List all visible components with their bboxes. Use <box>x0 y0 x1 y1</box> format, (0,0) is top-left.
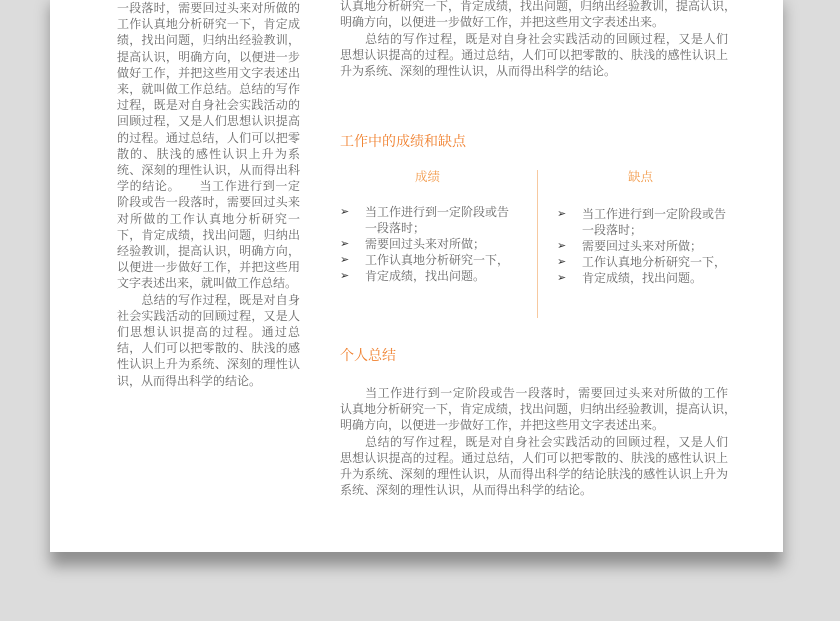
list-item: 工作认真地分析研究一下， <box>365 253 510 267</box>
section-title-personal-summary: 个人总结 <box>340 348 396 364</box>
text-line: 绩，找出问题，归纳出经验教训， <box>117 33 300 48</box>
text-line: 升为系统、深刻的理性认识，从而得出科学的结论肤浅的感性认识上升为 <box>340 467 728 481</box>
list-item: 工作认真地分析研究一下， <box>582 255 727 269</box>
list-item: 肯定成绩，找出问题。 <box>582 271 703 285</box>
text-line: 总结的写作过程，既是对自身社会实践活动的回顾过程，又是人们 <box>340 31 728 46</box>
list-item: 当工作进行到一定阶段或告 一段落时； <box>582 207 727 237</box>
text-line: 总结的写作过程，既是对自身 <box>117 292 300 307</box>
bullet-arrow-icon: ➢ <box>557 239 567 252</box>
text-line: 认真地分析研究一下，肯定成绩，找出问题，归纳出经验教训，提高认识， <box>340 402 737 417</box>
shortcomings-heading: 缺点 <box>628 169 654 184</box>
list-item: 肯定成绩，找出问题。 <box>365 269 486 283</box>
text-line: 明确方向，以便进一步做好工作，并把这些用文字表述出来。 <box>340 15 665 30</box>
text-line: 散的、肤浅的感性认识上升为系 <box>117 146 300 161</box>
text-line: 思想认识提高的过程。通过总结，人们可以把零散的、肤浅的感性认识上 <box>340 450 728 465</box>
text-line: 阶段或告一段落时，需要回过头来 <box>117 195 300 210</box>
bullet-arrow-icon: ➢ <box>340 205 350 218</box>
bullet-arrow-icon: ➢ <box>557 255 567 268</box>
text-line: 下，肯定成绩，找出问题，归纳出 <box>117 227 300 242</box>
bullet-arrow-icon: ➢ <box>340 269 350 282</box>
text-line: 经验教训，提高认识，明确方向， <box>117 244 300 258</box>
text-line: 结，人们可以把零散的、肤浅的感 <box>117 341 300 356</box>
achievements-heading: 成绩 <box>415 169 441 184</box>
text-line: 认真地分析研究一下，肯定成绩，找出问题，归纳出经验教训，提高认识， <box>340 0 737 13</box>
list-item: 需要回过头来对所做； <box>365 237 486 251</box>
text-line: 系统、深刻的理性认识，从而得出科学的结论。 <box>340 483 593 498</box>
bullet-arrow-icon: ➢ <box>557 207 567 220</box>
text-line: 学的结论。 当工作进行到一定 <box>117 179 300 194</box>
text-line: 总结的写作过程，既是对自身社会实践活动的回顾过程，又是人们 <box>340 434 728 449</box>
text-line: 以便进一步做好工作，并把这些用 <box>117 260 300 275</box>
text-line: 升为系统、深刻的理性认识，从而得出科学的结论。 <box>340 64 617 79</box>
text-line: 社会实践活动的回顾过程，又是人 <box>117 308 300 323</box>
text-line: 提高认识，明确方向，以便进一步 <box>117 49 300 64</box>
text-line: 一段落时，需要回过头来对所做的 <box>117 1 300 15</box>
column-divider <box>537 170 538 318</box>
text-line: 们思想认识提高的过程。通过总 <box>117 325 300 339</box>
text-line: 明确方向，以便进一步做好工作，并把这些用文字表述出来。 <box>340 418 665 433</box>
text-line: 过程，既是对自身社会实践活动的 <box>117 98 300 113</box>
bullet-arrow-icon: ➢ <box>340 253 350 266</box>
text-line: 对所做的工作认真地分析研究一 <box>117 211 300 226</box>
text-line: 识，从而得出科学的结论。 <box>117 373 262 388</box>
bullet-arrow-icon: ➢ <box>340 237 350 250</box>
text-line: 统、深刻的理性认识，从而得出科 <box>117 163 300 177</box>
text-line: 回顾过程，又是人们思想认识提高 <box>117 114 300 129</box>
text-line: 来，就叫做工作总结。总结的写作 <box>117 82 300 96</box>
text-line: 的过程。通过总结，人们可以把零 <box>117 130 300 145</box>
bullet-arrow-icon: ➢ <box>557 271 567 284</box>
text-line: 做好工作，并把这些用文字表述出 <box>117 65 300 80</box>
document-page <box>50 0 783 552</box>
text-line: 文字表述出来，就叫做工作总结。 <box>117 276 298 291</box>
text-line: 性认识上升为系统、深刻的理性认 <box>117 357 300 372</box>
text-line: 思想认识提高的过程。通过总结，人们可以把零散的、肤浅的感性认识上 <box>340 47 728 62</box>
text-line: 工作认真地分析研究一下，肯定成 <box>117 17 300 32</box>
section-title-achievements-shortcomings: 工作中的成绩和缺点 <box>340 134 466 150</box>
text-line: 当工作进行到一定阶段或告一段落时，需要回过头来对所做的工作 <box>340 386 728 400</box>
list-item: 需要回过头来对所做； <box>582 239 703 253</box>
list-item: 当工作进行到一定阶段或告 一段落时； <box>365 205 510 235</box>
